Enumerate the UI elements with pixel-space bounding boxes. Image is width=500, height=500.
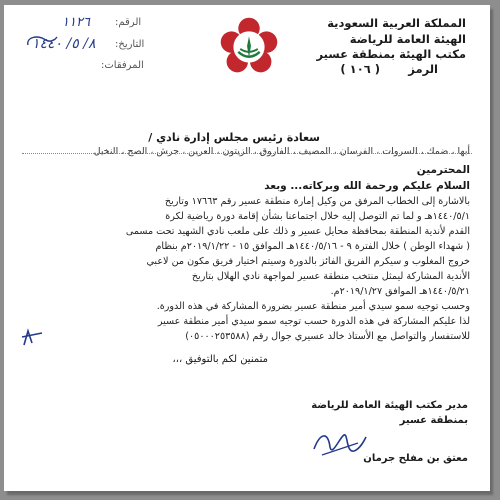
body-line: خروج المغلوب و سيكرم الفريق الفائز بالدورة وسيتم اختيار فريق مكون من لاعبي bbox=[146, 256, 470, 267]
signature bbox=[310, 423, 370, 461]
body-line: الأندية المشاركة ليمثل منتخب منطقة عسير لمواجهة نادي الهلال بتاريخ bbox=[191, 271, 470, 282]
dotted-divider bbox=[22, 153, 472, 155]
ref-number-label: الرقم: bbox=[115, 17, 142, 28]
ref-number-value: ١١٢٦ bbox=[62, 15, 90, 30]
closing: متمنين لكم بالتوفيق ،،، bbox=[172, 354, 268, 365]
margin-initials bbox=[18, 323, 46, 351]
body-line: ( شهداء الوطن ) خلال الفترة ٩ - ١٤٤٠/٥/١٦هـ الموافق ١٥ - ٢٠١٩/١/٢٢م بنظام bbox=[155, 241, 470, 252]
header-country: المملكة العربية السعودية bbox=[327, 16, 466, 30]
club-list: أبها ، ضمك ، السروات ، الفرسان ، المصيف ، الفاروق ، الزيتون ، العرين ، جرش ، الصح ، النخيل bbox=[93, 146, 470, 157]
ref-date-label: التاريخ: bbox=[115, 39, 145, 50]
body-line: ١٤٤٠/٥/١هـ و لما تم التوصل إليه خلال اجتماعنا بشأن إقامة دورة رياضية لكرة bbox=[165, 211, 470, 222]
handwritten-mark bbox=[24, 31, 60, 51]
greeting: السلام عليكم ورحمة الله وبركاته... وبعد bbox=[264, 180, 470, 192]
body-line: لذا عليكم المشاركة في هذه الدورة حسب توجيه سمو سيدي أمير منطقة عسير bbox=[157, 316, 470, 327]
honorific: المحترمين bbox=[416, 164, 470, 176]
body-line: القدم لأندية المنطقة بمحافظة محايل عسير و ذلك على ملعب نادي الشهيد تحت مسمى bbox=[125, 226, 470, 237]
body-line: ١٤٤٠/٥/٢١هـ الموافق ٢٠١٩/١/٢٧م. bbox=[330, 286, 470, 297]
ref-attachments-label: المرفقات: bbox=[101, 60, 144, 71]
letter-page bbox=[4, 5, 490, 491]
header-office: مكتب الهيئة بمنطقة عسير bbox=[316, 47, 466, 61]
header-authority: الهيئة العامة للرياضة bbox=[349, 32, 466, 46]
body-line: بالاشارة إلى الخطاب المرفق من وكيل إمارة منطقة عسير رقم ١٧٦٦٣ وتاريخ bbox=[164, 196, 470, 207]
addressee: سعادة رئيس مجلس إدارة نادي / bbox=[148, 131, 320, 144]
signatory-region: بمنطقة عسير bbox=[399, 415, 468, 426]
signatory-title: مدير مكتب الهيئة العامة للرياضة bbox=[311, 400, 468, 411]
sports-authority-logo bbox=[210, 7, 288, 85]
header-code-value: ( ١٠٦ ) bbox=[340, 62, 380, 76]
body-line: للاستفسار والتواصل مع الأستاذ خالد عسيري جوال رقم (٠٥٠٠٠٢٥٣٥٨٨) bbox=[185, 331, 470, 342]
header-code-label: الرمز bbox=[408, 62, 438, 76]
signatory-name: معتق بن مفلح جرمان bbox=[363, 453, 468, 464]
ref-date-value: ٨/ ٥/ ١٤٤٠ bbox=[32, 36, 96, 52]
body-line: وحسب توجيه سمو سيدي أمير منطقة عسير بضرورة المشاركة في هذه الدورة. bbox=[156, 301, 470, 312]
